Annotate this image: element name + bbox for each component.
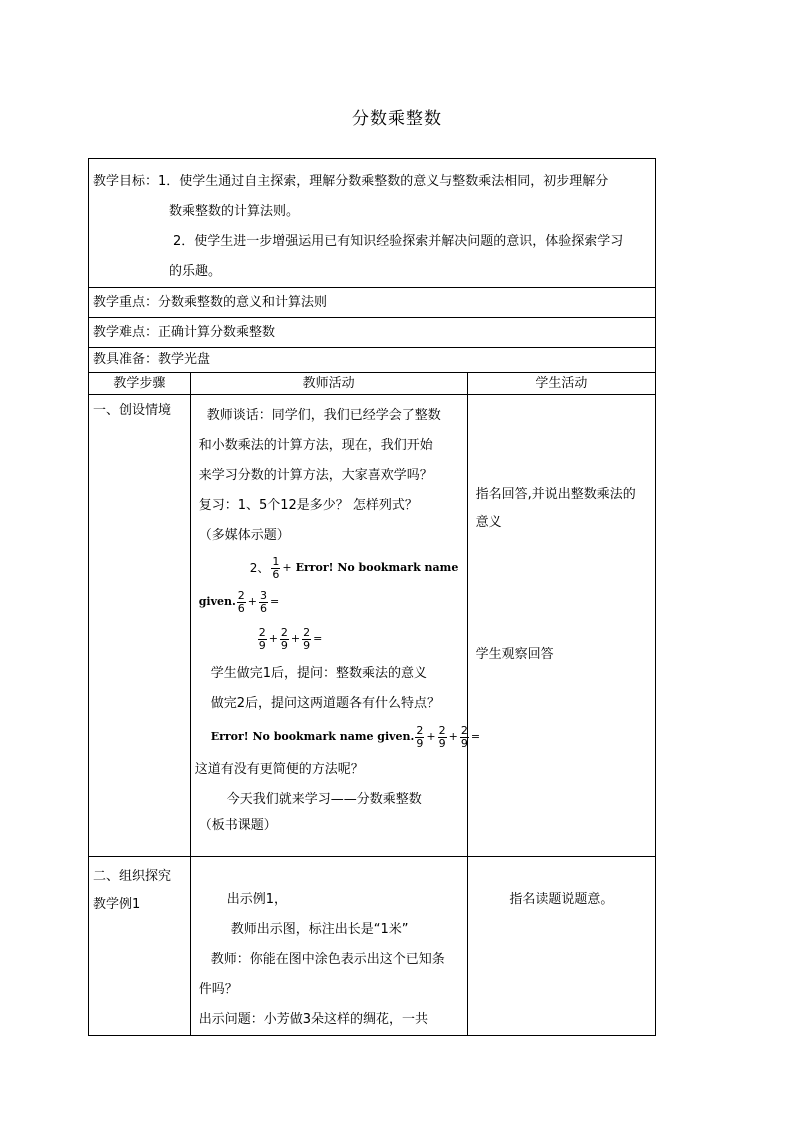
- question-2-line-2: given. $\frac{2}{6}$ + $\frac{3}{6}$ =: [199, 585, 459, 619]
- s2-line-1: 出示例1，: [226, 892, 287, 907]
- header-steps: 教学步骤: [89, 373, 191, 395]
- fraction-2-9: $\frac{2}{9}$: [258, 625, 266, 652]
- s1-student-2: 学生观察回答: [475, 647, 554, 662]
- fraction-2-6: $\frac{2}{6}$: [237, 588, 245, 615]
- error-text: Error! No bookmark name: [295, 561, 459, 574]
- header-student: 学生活动: [467, 373, 655, 395]
- fraction-1-6: $\frac{1}{6}$: [272, 554, 280, 581]
- s2-line-4: 件吗？: [198, 982, 238, 997]
- section-2-student: 指名读题说题意。: [467, 857, 655, 1036]
- q2-prefix: 2、: [249, 561, 270, 575]
- goal-1-part1: 1．使学生通过自主探索，理解分数乘整数的意义与整数乘法相同，初步理解分: [158, 174, 609, 189]
- key-point: 教学重点：分数乘整数的意义和计算法则: [89, 288, 656, 318]
- section-2-step-line-2: 教学例1: [93, 897, 141, 912]
- fraction-2-9: $\frac{2}{9}$: [438, 723, 446, 750]
- section-2-step-line-1: 二、组织探究: [93, 869, 172, 884]
- difficulty: 教学难点：正确计算分数乘整数: [89, 318, 656, 348]
- s2-line-5: 出示问题：小芳做3朵这样的绸花，一共: [198, 1012, 428, 1027]
- s1-line-4: 复习：1、5个12是多少？ 怎样列式？: [198, 498, 418, 513]
- goal-line-1: [93, 167, 649, 197]
- goal-1-part2: 数乘整数的计算法则。: [169, 204, 300, 219]
- goals-cell: [89, 159, 656, 288]
- section-2-step: [89, 857, 191, 1036]
- page-title: 分数乘整数: [352, 109, 442, 129]
- fraction-2-9: $\frac{2}{9}$: [460, 723, 468, 750]
- s1-after-2: 做完2后，提问这两道题各有什么特点？: [210, 696, 440, 711]
- section-1-student: [467, 395, 655, 857]
- fraction-2-9: $\frac{2}{9}$: [303, 625, 311, 652]
- fraction-2-9: $\frac{2}{9}$: [416, 723, 424, 750]
- header-teacher: 教师活动: [190, 373, 467, 395]
- section-2-teacher: [190, 857, 467, 1036]
- s1-student-1b: 意义: [475, 515, 502, 530]
- question-2-line-1: 2、 $\frac{1}{6}$ + Error! No bookmark name: [199, 551, 459, 585]
- error-full-line: Error! No bookmark name given. $\frac{2}{9}$ + $\frac{2}{9}$ + $\frac{2}{9}$ =: [199, 719, 459, 755]
- s2-line-3: 教师：你能在图中涂色表示出这个已知条: [210, 952, 445, 967]
- s1-tail-3: （板书课题）: [198, 818, 277, 833]
- s1-line-1: 教师谈话：同学们，我们已经学会了整数: [206, 408, 441, 423]
- goals-label: 教学目标：: [93, 174, 159, 189]
- s1-line-2: 和小数乘法的计算方法，现在，我们开始: [198, 438, 433, 453]
- goal-2-part2: 的乐趣。: [169, 264, 222, 279]
- section-2-row: [89, 857, 656, 1036]
- tools: 教具准备：教学光盘: [89, 348, 656, 373]
- error-full-text: Error! No bookmark name given.: [210, 730, 415, 743]
- goals-row: [89, 159, 656, 288]
- header-row: [89, 373, 656, 395]
- fraction-3-6: $\frac{3}{6}$: [260, 588, 268, 615]
- s1-tail-1: 这道有没有更简便的方法呢？: [194, 762, 364, 777]
- section-1-teacher: [190, 395, 481, 857]
- s1-student-1a: 指名回答,并说出整数乘法的: [475, 487, 636, 502]
- s1-line-5: （多媒体示题）: [198, 528, 290, 543]
- lesson-plan-table: [88, 158, 656, 1036]
- section-1-step: 一、创设情境: [89, 395, 191, 857]
- goal-2-part1: 2．使学生进一步增强运用已有知识经验探索并解决问题的意识，体验探索学习: [173, 234, 624, 249]
- question-3-line: $\frac{2}{9}$ + $\frac{2}{9}$ + $\frac{2}{9}$ =: [258, 625, 323, 652]
- tools-row: [89, 348, 656, 373]
- s1-line-3: 来学习分数的计算方法，大家喜欢学吗？: [198, 468, 433, 483]
- fraction-2-9: $\frac{2}{9}$: [280, 625, 288, 652]
- given-text: given.: [198, 595, 236, 608]
- s1-tail-2: 今天我们就来学习——分数乘整数: [226, 792, 422, 807]
- s1-after-1: 学生做完1后，提问：整数乘法的意义: [210, 666, 427, 681]
- section-1-row: [89, 395, 656, 857]
- difficulty-row: [89, 318, 656, 348]
- s2-line-2: 教师出示图，标注出长是“1米”: [230, 922, 409, 937]
- key-point-row: [89, 288, 656, 318]
